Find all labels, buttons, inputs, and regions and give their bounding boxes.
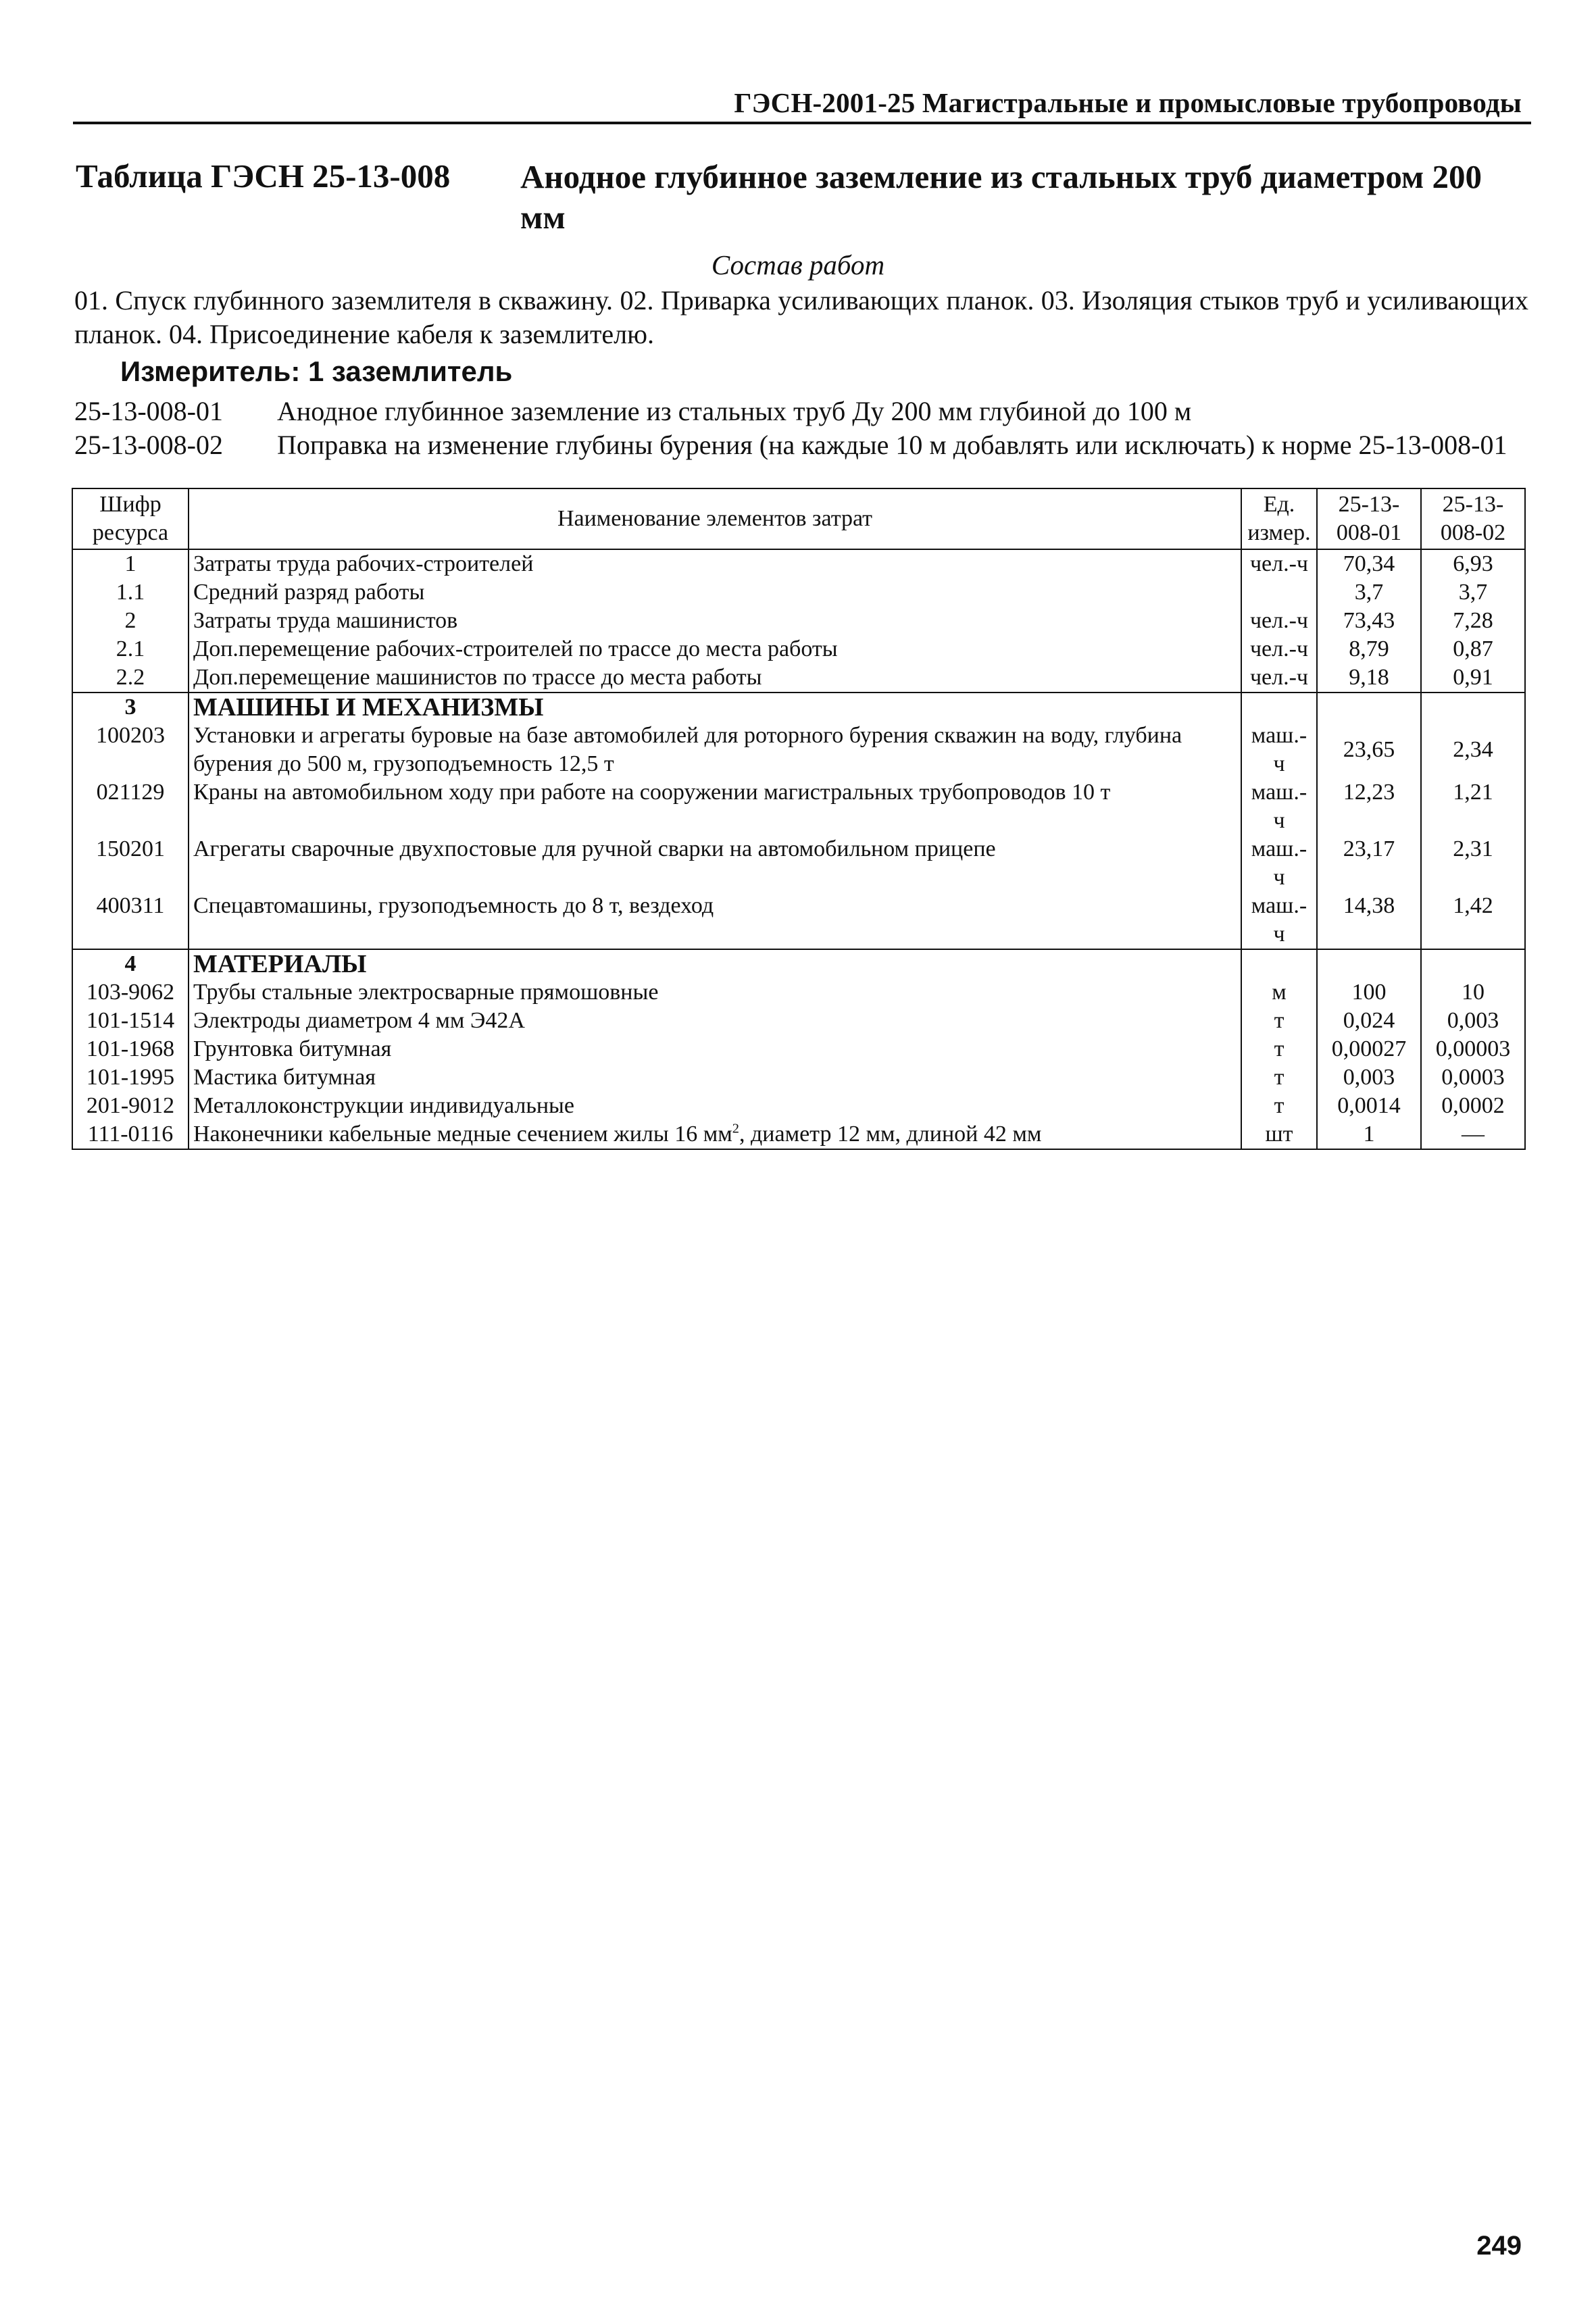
row-unit: т [1241, 1092, 1317, 1120]
running-header: ГЭСН-2001-25 Магистральные и промысловые трубопроводы [734, 87, 1522, 118]
row-name: Электроды диаметром 4 мм Э42А [189, 1007, 1241, 1035]
table-row [72, 607, 1525, 635]
row-unit [1241, 693, 1317, 722]
header-rule [73, 122, 1531, 124]
row-code: 2.2 [72, 663, 189, 693]
norm-row [74, 429, 1507, 461]
row-name: Доп.перемещение рабочих-строителей по трассе до места работы [189, 635, 1241, 663]
header-norm-02: 25-13-008-02 [1421, 488, 1525, 549]
page-number: 249 [1476, 2231, 1522, 2261]
row-unit [1241, 578, 1317, 607]
row-code: 3 [72, 693, 189, 722]
norm-code: 25-13-008-01 [74, 396, 223, 426]
table-row [72, 663, 1525, 693]
norm-code: 25-13-008-02 [74, 430, 223, 460]
table-row [72, 549, 1525, 578]
row-value-02: 1,42 [1421, 892, 1525, 949]
row-unit [1241, 949, 1317, 978]
row-code: 101-1968 [72, 1035, 189, 1063]
row-name-text-end: , диаметр 12 мм, длиной 42 мм [739, 1122, 1042, 1147]
row-name: Установки и агрегаты буровые на базе автомобилей для роторного бурения скважин на воду, глубина бурения до 500 м, грузоподъемность 12,5 т [189, 722, 1241, 778]
row-value-02: 7,28 [1421, 607, 1525, 635]
table-group-row [72, 949, 1525, 978]
table-row [72, 1063, 1525, 1092]
row-name: Металлоконструкции индивидуальные [189, 1092, 1241, 1120]
row-unit: т [1241, 1063, 1317, 1092]
header-norm-01: 25-13-008-01 [1317, 488, 1421, 549]
row-code: 1 [72, 549, 189, 578]
row-code: 400311 [72, 892, 189, 949]
row-code: 4 [72, 949, 189, 978]
row-unit: т [1241, 1035, 1317, 1063]
row-unit: м [1241, 978, 1317, 1007]
row-value-01: 3,7 [1317, 578, 1421, 607]
row-value-01 [1317, 949, 1421, 978]
table-row [72, 892, 1525, 949]
row-value-02: 2,34 [1421, 722, 1525, 778]
row-value-01 [1317, 693, 1421, 722]
row-name: Агрегаты сварочные двухпостовые для ручной сварки на автомобильном прицепе [189, 835, 1241, 892]
group-title: МАШИНЫ И МЕХАНИЗМЫ [189, 693, 1241, 722]
row-code: 100203 [72, 722, 189, 778]
row-name: Краны на автомобильном ходу при работе на сооружении магистральных трубопроводов 10 т [189, 778, 1241, 835]
row-name: Затраты труда рабочих-строителей [189, 549, 1241, 578]
measure-unit: Измеритель: 1 заземлитель [120, 355, 513, 387]
row-value-01: 70,34 [1317, 549, 1421, 578]
row-unit: т [1241, 1007, 1317, 1035]
row-value-02 [1421, 693, 1525, 722]
row-value-01: 0,0014 [1317, 1092, 1421, 1120]
row-code: 101-1514 [72, 1007, 189, 1035]
table-row [72, 978, 1525, 1007]
header-unit: Ед. измер. [1241, 488, 1317, 549]
row-unit: маш.-ч [1241, 892, 1317, 949]
row-name: Спецавтомашины, грузоподъемность до 8 т, вездеход [189, 892, 1241, 949]
row-code: 1.1 [72, 578, 189, 607]
row-value-02: 10 [1421, 978, 1525, 1007]
row-name: Средний разряд работы [189, 578, 1241, 607]
row-unit: чел.-ч [1241, 663, 1317, 693]
table-row [72, 1120, 1525, 1149]
row-code: 150201 [72, 835, 189, 892]
row-name: Затраты труда машинистов [189, 607, 1241, 635]
row-code: 021129 [72, 778, 189, 835]
row-value-01: 1 [1317, 1120, 1421, 1149]
superscript: 2 [732, 1121, 739, 1136]
row-code: 101-1995 [72, 1063, 189, 1092]
table-row [72, 635, 1525, 663]
row-name-text: Наконечники кабельные медные сечением жилы 16 мм [193, 1122, 732, 1147]
row-value-01: 0,003 [1317, 1063, 1421, 1092]
norm-row [74, 395, 1191, 427]
row-value-02: 0,0003 [1421, 1063, 1525, 1092]
row-unit: чел.-ч [1241, 607, 1317, 635]
row-code: 201-9012 [72, 1092, 189, 1120]
row-value-02: 0,91 [1421, 663, 1525, 693]
table-row [72, 835, 1525, 892]
table-title: Анодное глубинное заземление из стальных труб диаметром 200 мм [520, 158, 1482, 236]
table-row [72, 778, 1525, 835]
row-value-02: 3,7 [1421, 578, 1525, 607]
group-title: МАТЕРИАЛЫ [189, 949, 1241, 978]
row-name: Трубы стальные электросварные прямошовные [189, 978, 1241, 1007]
row-value-02: 0,0002 [1421, 1092, 1525, 1120]
table-header-row [72, 488, 1525, 549]
row-value-01: 0,00027 [1317, 1035, 1421, 1063]
row-unit: маш.-ч [1241, 835, 1317, 892]
row-unit: чел.-ч [1241, 549, 1317, 578]
row-value-02: 2,31 [1421, 835, 1525, 892]
works-description: 01. Спуск глубинного заземлителя в скважину. 02. Приварка усиливающих планок. 03. Изоляция стыков труб и усиливающих планок. 04. Присоединение кабеля к заземлителю. [74, 285, 1528, 349]
row-name: Грунтовка битумная [189, 1035, 1241, 1063]
table-row [72, 578, 1525, 607]
table-row [72, 1092, 1525, 1120]
table-group-row [72, 693, 1525, 722]
row-code: 2.1 [72, 635, 189, 663]
row-value-02: — [1421, 1120, 1525, 1149]
resource-table [72, 488, 1526, 1150]
row-value-01: 14,38 [1317, 892, 1421, 949]
row-value-01: 100 [1317, 978, 1421, 1007]
table-row [72, 722, 1525, 778]
row-value-01: 23,65 [1317, 722, 1421, 778]
row-name: Мастика битумная [189, 1063, 1241, 1092]
row-value-01: 9,18 [1317, 663, 1421, 693]
row-value-02 [1421, 949, 1525, 978]
header-name: Наименование элементов затрат [189, 488, 1241, 549]
row-value-02: 0,87 [1421, 635, 1525, 663]
row-value-02: 0,003 [1421, 1007, 1525, 1035]
works-heading: Состав работ [711, 249, 885, 280]
table-row [72, 1007, 1525, 1035]
row-code: 111-0116 [72, 1120, 189, 1149]
row-value-02: 0,00003 [1421, 1035, 1525, 1063]
row-unit: шт [1241, 1120, 1317, 1149]
row-value-02: 6,93 [1421, 549, 1525, 578]
row-name: Доп.перемещение машинистов по трассе до места работы [189, 663, 1241, 693]
row-unit: маш.-ч [1241, 778, 1317, 835]
row-value-01: 0,024 [1317, 1007, 1421, 1035]
row-code: 103-9062 [72, 978, 189, 1007]
row-unit: маш.-ч [1241, 722, 1317, 778]
table-row [72, 1035, 1525, 1063]
norm-text: Анодное глубинное заземление из стальных труб Ду 200 мм глубиной до 100 м [277, 396, 1192, 426]
row-value-01: 23,17 [1317, 835, 1421, 892]
row-code: 2 [72, 607, 189, 635]
row-value-01: 73,43 [1317, 607, 1421, 635]
row-value-02: 1,21 [1421, 778, 1525, 835]
row-value-01: 12,23 [1317, 778, 1421, 835]
row-value-01: 8,79 [1317, 635, 1421, 663]
table-id: Таблица ГЭСН 25-13-008 [76, 157, 451, 195]
norm-text: Поправка на изменение глубины бурения (на каждые 10 м добавлять или исключать) к норме 25-13-008-01 [277, 430, 1507, 460]
row-unit: чел.-ч [1241, 635, 1317, 663]
row-name [189, 1120, 1241, 1149]
header-code: Шифр ресурса [72, 488, 189, 549]
